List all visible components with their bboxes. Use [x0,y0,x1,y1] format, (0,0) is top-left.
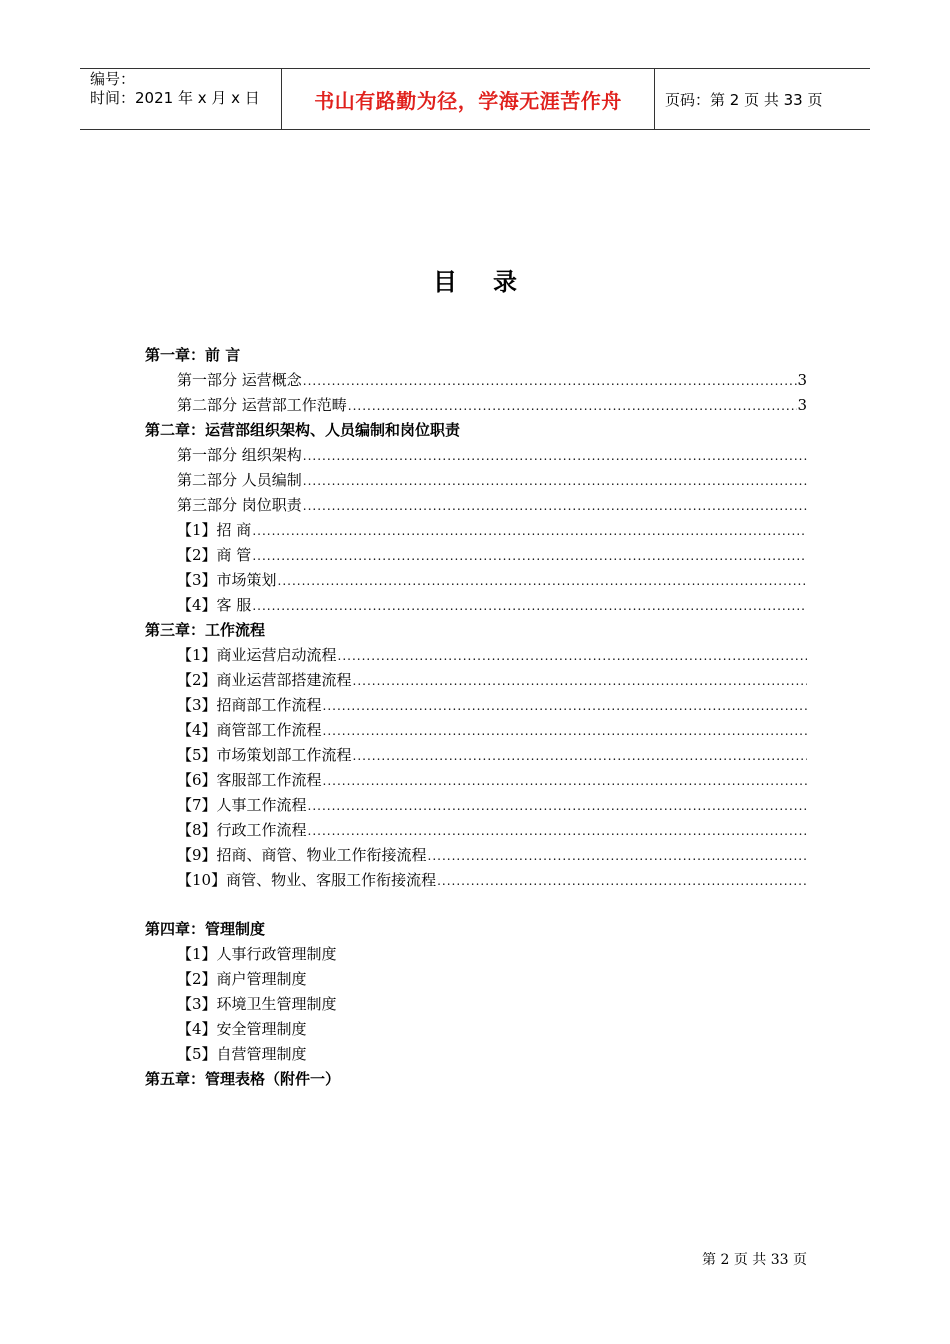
toc-leader-dots [252,594,807,619]
toc-leader-dots [303,369,798,394]
toc-label: 【2】商户管理制度 [177,970,307,988]
toc-label: 【3】环境卫生管理制度 [177,995,337,1013]
toc-page-number: 3 [797,371,807,389]
toc-entry[interactable] [145,643,807,668]
toc-entry[interactable] [145,518,807,543]
toc-label: 【4】安全管理制度 [177,1020,307,1038]
toc-label: 第三部分 岗位职责 [177,496,302,514]
toc-entry[interactable] [145,668,807,693]
toc-entry[interactable] [145,593,807,618]
toc-label: 【3】市场策划 [177,571,277,589]
toc-entry[interactable] [145,568,807,593]
toc-leader-dots [303,469,807,494]
toc-entry[interactable] [145,942,807,967]
toc-leader-dots [303,494,807,519]
toc-chapter-1[interactable] [145,343,807,368]
toc-leader-dots [437,869,807,894]
toc-entry[interactable] [145,768,807,793]
document-number-label: 编号： [90,70,136,88]
page-title [0,262,950,297]
toc-entry[interactable] [145,1017,807,1042]
toc-label: 第五章：管理表格（附件一） [145,1070,341,1088]
page-footer: 第 2 页 共 33 页 [702,1252,807,1268]
toc-leader-dots [338,644,807,669]
toc-label: 【4】客 服 [177,596,252,614]
toc-entry[interactable] [145,393,807,418]
toc-label: 第一部分 运营概念 [177,371,302,389]
toc-leader-dots [252,544,807,569]
toc-leader-dots [308,819,807,844]
toc-label: 【8】行政工作流程 [177,821,307,839]
title-char-2: 录 [493,268,517,296]
page-header [80,68,870,130]
toc-leader-dots [252,519,807,544]
toc-label: 【2】商业运营部搭建流程 [177,671,352,689]
toc-leader-dots [308,794,807,819]
document-time-label: 时间：2021 年 x 月 x 日 [90,89,260,107]
toc-chapter-2[interactable] [145,418,807,443]
header-page-info: 页码：第 2 页 共 33 页 [665,90,823,109]
toc-label: 第一章：前 言 [145,346,241,364]
toc-entry[interactable] [145,468,807,493]
toc-entry[interactable] [145,743,807,768]
toc-label: 【3】招商部工作流程 [177,696,322,714]
toc-leader-dots [323,694,807,719]
toc-label: 第二部分 人员编制 [177,471,302,489]
toc-entry[interactable] [145,843,807,868]
toc-leader-dots [278,569,807,594]
toc-spacer [145,893,807,917]
toc-label: 【10】商管、物业、客服工作衔接流程 [177,871,437,889]
header-meta [80,69,282,129]
table-of-contents [145,343,807,1092]
toc-label: 第二部分 运营部工作范畴 [177,396,347,414]
toc-label: 【6】客服部工作流程 [177,771,322,789]
toc-label: 第一部分 组织架构 [177,446,302,464]
toc-label: 第二章：运营部组织架构、人员编制和岗位职责 [145,421,461,439]
toc-leader-dots [348,394,798,419]
toc-entry[interactable] [145,493,807,518]
toc-label: 【1】人事行政管理制度 [177,945,337,963]
toc-entry[interactable] [145,818,807,843]
toc-label: 【2】商 管 [177,546,252,564]
toc-label: 【1】商业运营启动流程 [177,646,337,664]
toc-leader-dots [353,744,807,769]
toc-page-number: 3 [797,396,807,414]
toc-chapter-3[interactable] [145,618,807,643]
toc-label: 【7】人事工作流程 [177,796,307,814]
toc-entry[interactable] [145,967,807,992]
toc-label: 【9】招商、商管、物业工作衔接流程 [177,846,427,864]
header-motto: 书山有路勤为径，学海无涯苦作舟 [282,69,655,129]
toc-leader-dots [303,444,807,469]
toc-label: 【1】招 商 [177,521,252,539]
toc-label: 第三章：工作流程 [145,621,266,639]
toc-leader-dots [323,769,807,794]
toc-leader-dots [323,719,807,744]
toc-label: 【5】自营管理制度 [177,1045,307,1063]
toc-label: 第四章：管理制度 [145,920,266,938]
toc-entry[interactable] [145,693,807,718]
toc-chapter-4[interactable] [145,917,807,942]
toc-chapter-5[interactable] [145,1067,807,1092]
toc-leader-dots [428,844,807,869]
toc-entry[interactable] [145,543,807,568]
toc-entry[interactable] [145,793,807,818]
toc-entry[interactable] [145,718,807,743]
toc-label: 【5】市场策划部工作流程 [177,746,352,764]
toc-entry[interactable] [145,992,807,1017]
toc-label: 【4】商管部工作流程 [177,721,322,739]
toc-leader-dots [353,669,807,694]
title-char-1: 目 [433,268,457,296]
toc-entry[interactable] [145,443,807,468]
toc-entry[interactable] [145,1042,807,1067]
toc-entry[interactable] [145,368,807,393]
toc-entry[interactable] [145,868,807,893]
